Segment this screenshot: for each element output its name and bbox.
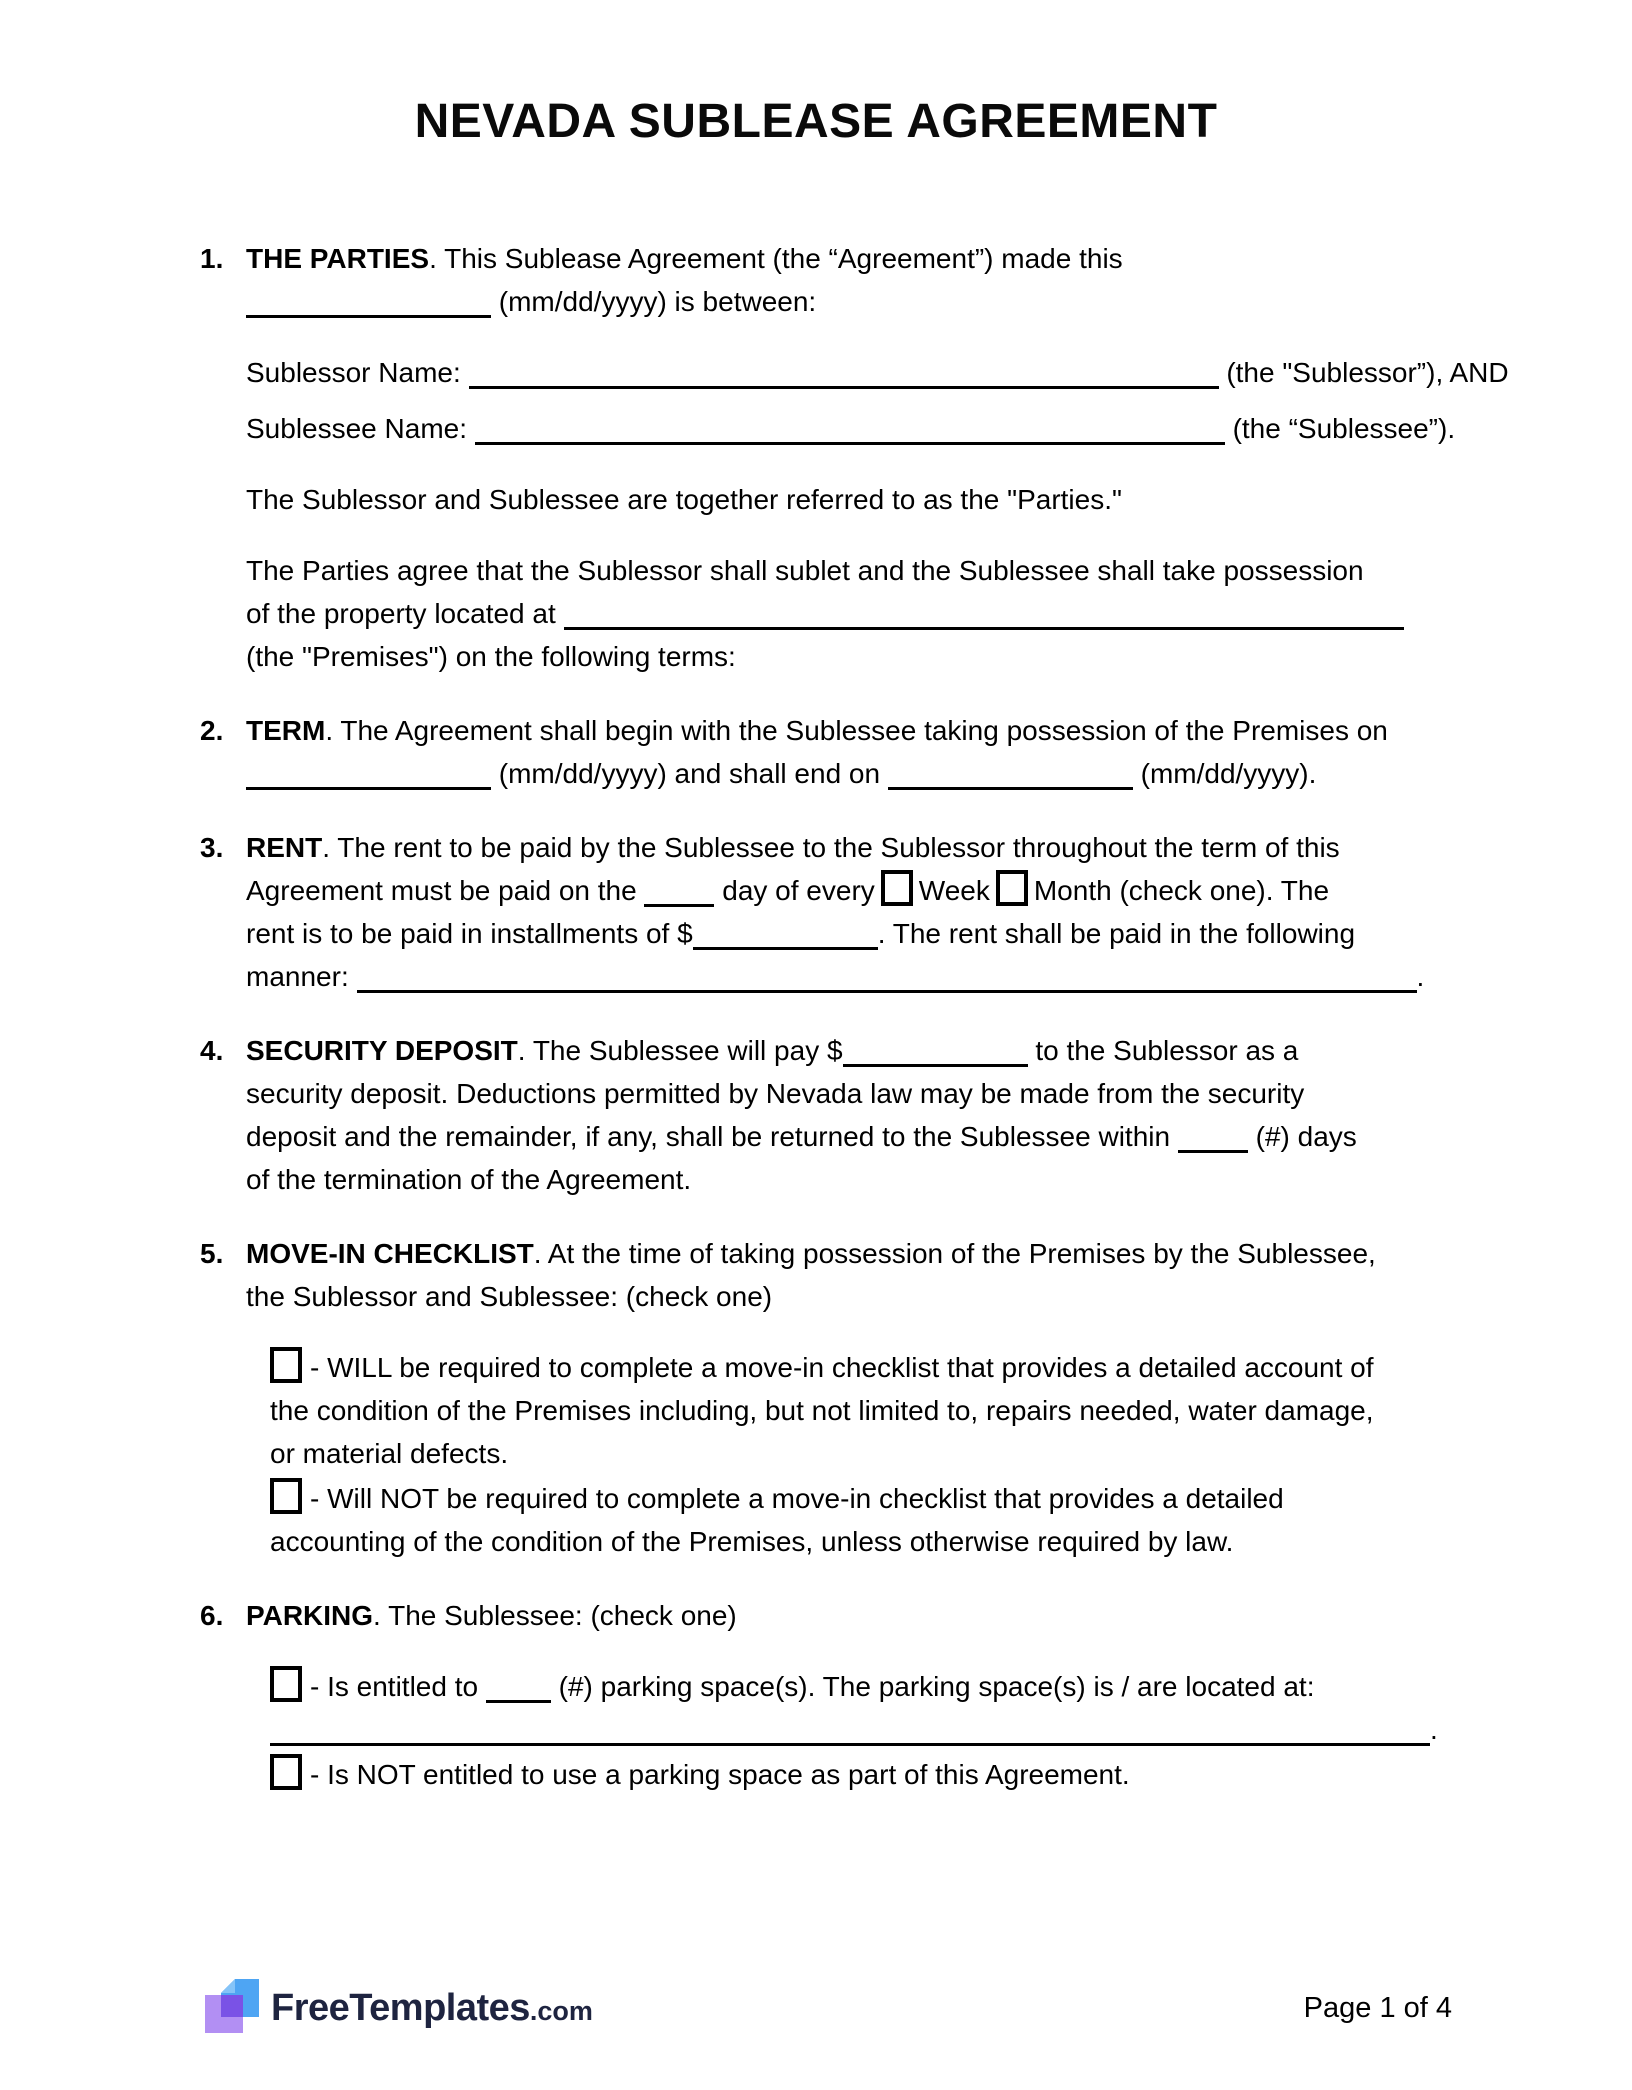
freetemplates-logo-icon bbox=[205, 1979, 259, 2037]
page-footer bbox=[205, 1975, 1452, 2041]
rent-amount-blank[interactable] bbox=[693, 917, 878, 950]
parking-location-blank[interactable] bbox=[270, 1713, 1430, 1746]
section-number: 3. bbox=[200, 832, 224, 863]
bold-heading: MOVE-IN CHECKLIST bbox=[246, 1238, 534, 1269]
page-indicator: Page 1 of 4 bbox=[1303, 1991, 1452, 2024]
section-number: 6. bbox=[200, 1600, 224, 1631]
section-parties bbox=[200, 237, 1580, 678]
end-date-blank[interactable] bbox=[888, 757, 1133, 790]
section-number: 2. bbox=[200, 715, 224, 746]
parking-not-entitled-checkbox[interactable] bbox=[270, 1754, 302, 1790]
security-deposit-paragraph: SECURITY DEPOSIT. The Sublessee will pay $ to the Sublessor as a security deposit. Deductions permitted by Nevada law may be made from the security deposit and the remainder, if any, shall be returned to the Sublessee within (#) days of the termination of the Agreement. bbox=[246, 1035, 1357, 1195]
will-checklist-option: - WILL be required to complete a move-in checklist that provides a detailed account of the condition of the Premises including, but not limited to, repairs needed, water damage, or material defects. bbox=[270, 1346, 1580, 1475]
section-move-in-checklist bbox=[200, 1232, 1580, 1563]
bold-heading: PARKING bbox=[246, 1600, 374, 1631]
parking-entitled-option: - Is entitled to (#) parking space(s). The parking space(s) is / are located at: . bbox=[270, 1665, 1580, 1751]
section-security-deposit bbox=[200, 1029, 1580, 1201]
rent-day-blank[interactable] bbox=[644, 874, 714, 907]
section-parking bbox=[200, 1594, 1580, 1796]
section-body bbox=[246, 709, 1580, 795]
parking-entitled-checkbox[interactable] bbox=[270, 1666, 302, 1702]
document-body bbox=[200, 237, 1580, 1796]
move-in-intro: MOVE-IN CHECKLIST. At the time of taking possession of the Premises by the Sublessee, the Sublessor and Sublessee: (check one) bbox=[246, 1238, 1376, 1312]
bold-heading: THE PARTIES bbox=[246, 243, 430, 274]
brand-suffix: .com bbox=[529, 1995, 593, 2026]
logo-overlap-square bbox=[221, 1995, 243, 2017]
brand-name: FreeTemplates bbox=[271, 1986, 530, 2029]
bold-heading: TERM bbox=[246, 715, 326, 746]
section-rent bbox=[200, 826, 1580, 998]
parking-intro: PARKING. The Sublessee: (check one) bbox=[246, 1600, 737, 1631]
freetemplates-logo bbox=[205, 1979, 593, 2037]
parking-not-entitled-option: - Is NOT entitled to use a parking space as part of this Agreement. bbox=[270, 1753, 1580, 1796]
will-not-checklist-option: - Will NOT be required to complete a move-in checklist that provides a detailed accounting of the condition of the Premises, unless otherwise required by law. bbox=[270, 1477, 1580, 1563]
rent-paragraph: RENT. The rent to be paid by the Sublessee to the Sublessor throughout the term of this Agreement must be paid on the day of every Week Month (check one). The rent is to be paid in installments of $ . The rent shall be paid in the following manner: . bbox=[246, 832, 1425, 992]
section-body bbox=[246, 1232, 1580, 1563]
property-address-blank[interactable] bbox=[564, 597, 1404, 630]
section-number: 4. bbox=[200, 1035, 224, 1066]
bold-heading: RENT bbox=[246, 832, 323, 863]
brand-text bbox=[271, 1987, 593, 2030]
sublessor-name-line: Sublessor Name: (the "Sublessor”), AND bbox=[246, 357, 1509, 388]
start-date-blank[interactable] bbox=[246, 757, 491, 790]
month-checkbox[interactable] bbox=[996, 870, 1028, 906]
deposit-return-days-blank[interactable] bbox=[1178, 1120, 1248, 1153]
will-checklist-checkbox[interactable] bbox=[270, 1347, 302, 1383]
week-checkbox[interactable] bbox=[881, 870, 913, 906]
section-number: 5. bbox=[200, 1238, 224, 1269]
premises-paragraph: The Parties agree that the Sublessor shall sublet and the Sublessee shall take possession of the property located at (the "Premises") on the following terms: bbox=[246, 549, 1580, 678]
sublessor-name-blank[interactable] bbox=[469, 356, 1219, 389]
term-paragraph: TERM. The Agreement shall begin with the Sublessee taking possession of the Premises on (mm/dd/yyyy) and shall end on (mm/dd/yyyy). bbox=[246, 715, 1388, 789]
logo-fold-corner bbox=[221, 1979, 235, 1993]
section-body bbox=[246, 1594, 1580, 1796]
sublessee-name-line: Sublessee Name: (the “Sublessee”). bbox=[246, 413, 1456, 444]
section-number: 1. bbox=[200, 243, 224, 274]
will-not-checklist-checkbox[interactable] bbox=[270, 1478, 302, 1514]
parking-spaces-count-blank[interactable] bbox=[486, 1670, 551, 1703]
payment-manner-blank[interactable] bbox=[357, 960, 1417, 993]
bold-heading: SECURITY DEPOSIT bbox=[246, 1035, 518, 1066]
section-body bbox=[246, 1029, 1580, 1201]
sublessee-name-blank[interactable] bbox=[475, 412, 1225, 445]
document-title: NEVADA SUBLEASE AGREEMENT bbox=[414, 95, 1218, 148]
deposit-amount-blank[interactable] bbox=[843, 1034, 1028, 1067]
agreement-date-blank[interactable] bbox=[246, 285, 491, 318]
section-body bbox=[246, 237, 1580, 678]
parties-intro: THE PARTIES. This Sublease Agreement (the “Agreement”) made this (mm/dd/yyyy) is between: bbox=[246, 243, 1123, 317]
parties-together-line: The Sublessor and Sublessee are together referred to as the "Parties." bbox=[246, 484, 1122, 515]
section-body bbox=[246, 826, 1580, 998]
section-term bbox=[200, 709, 1580, 795]
